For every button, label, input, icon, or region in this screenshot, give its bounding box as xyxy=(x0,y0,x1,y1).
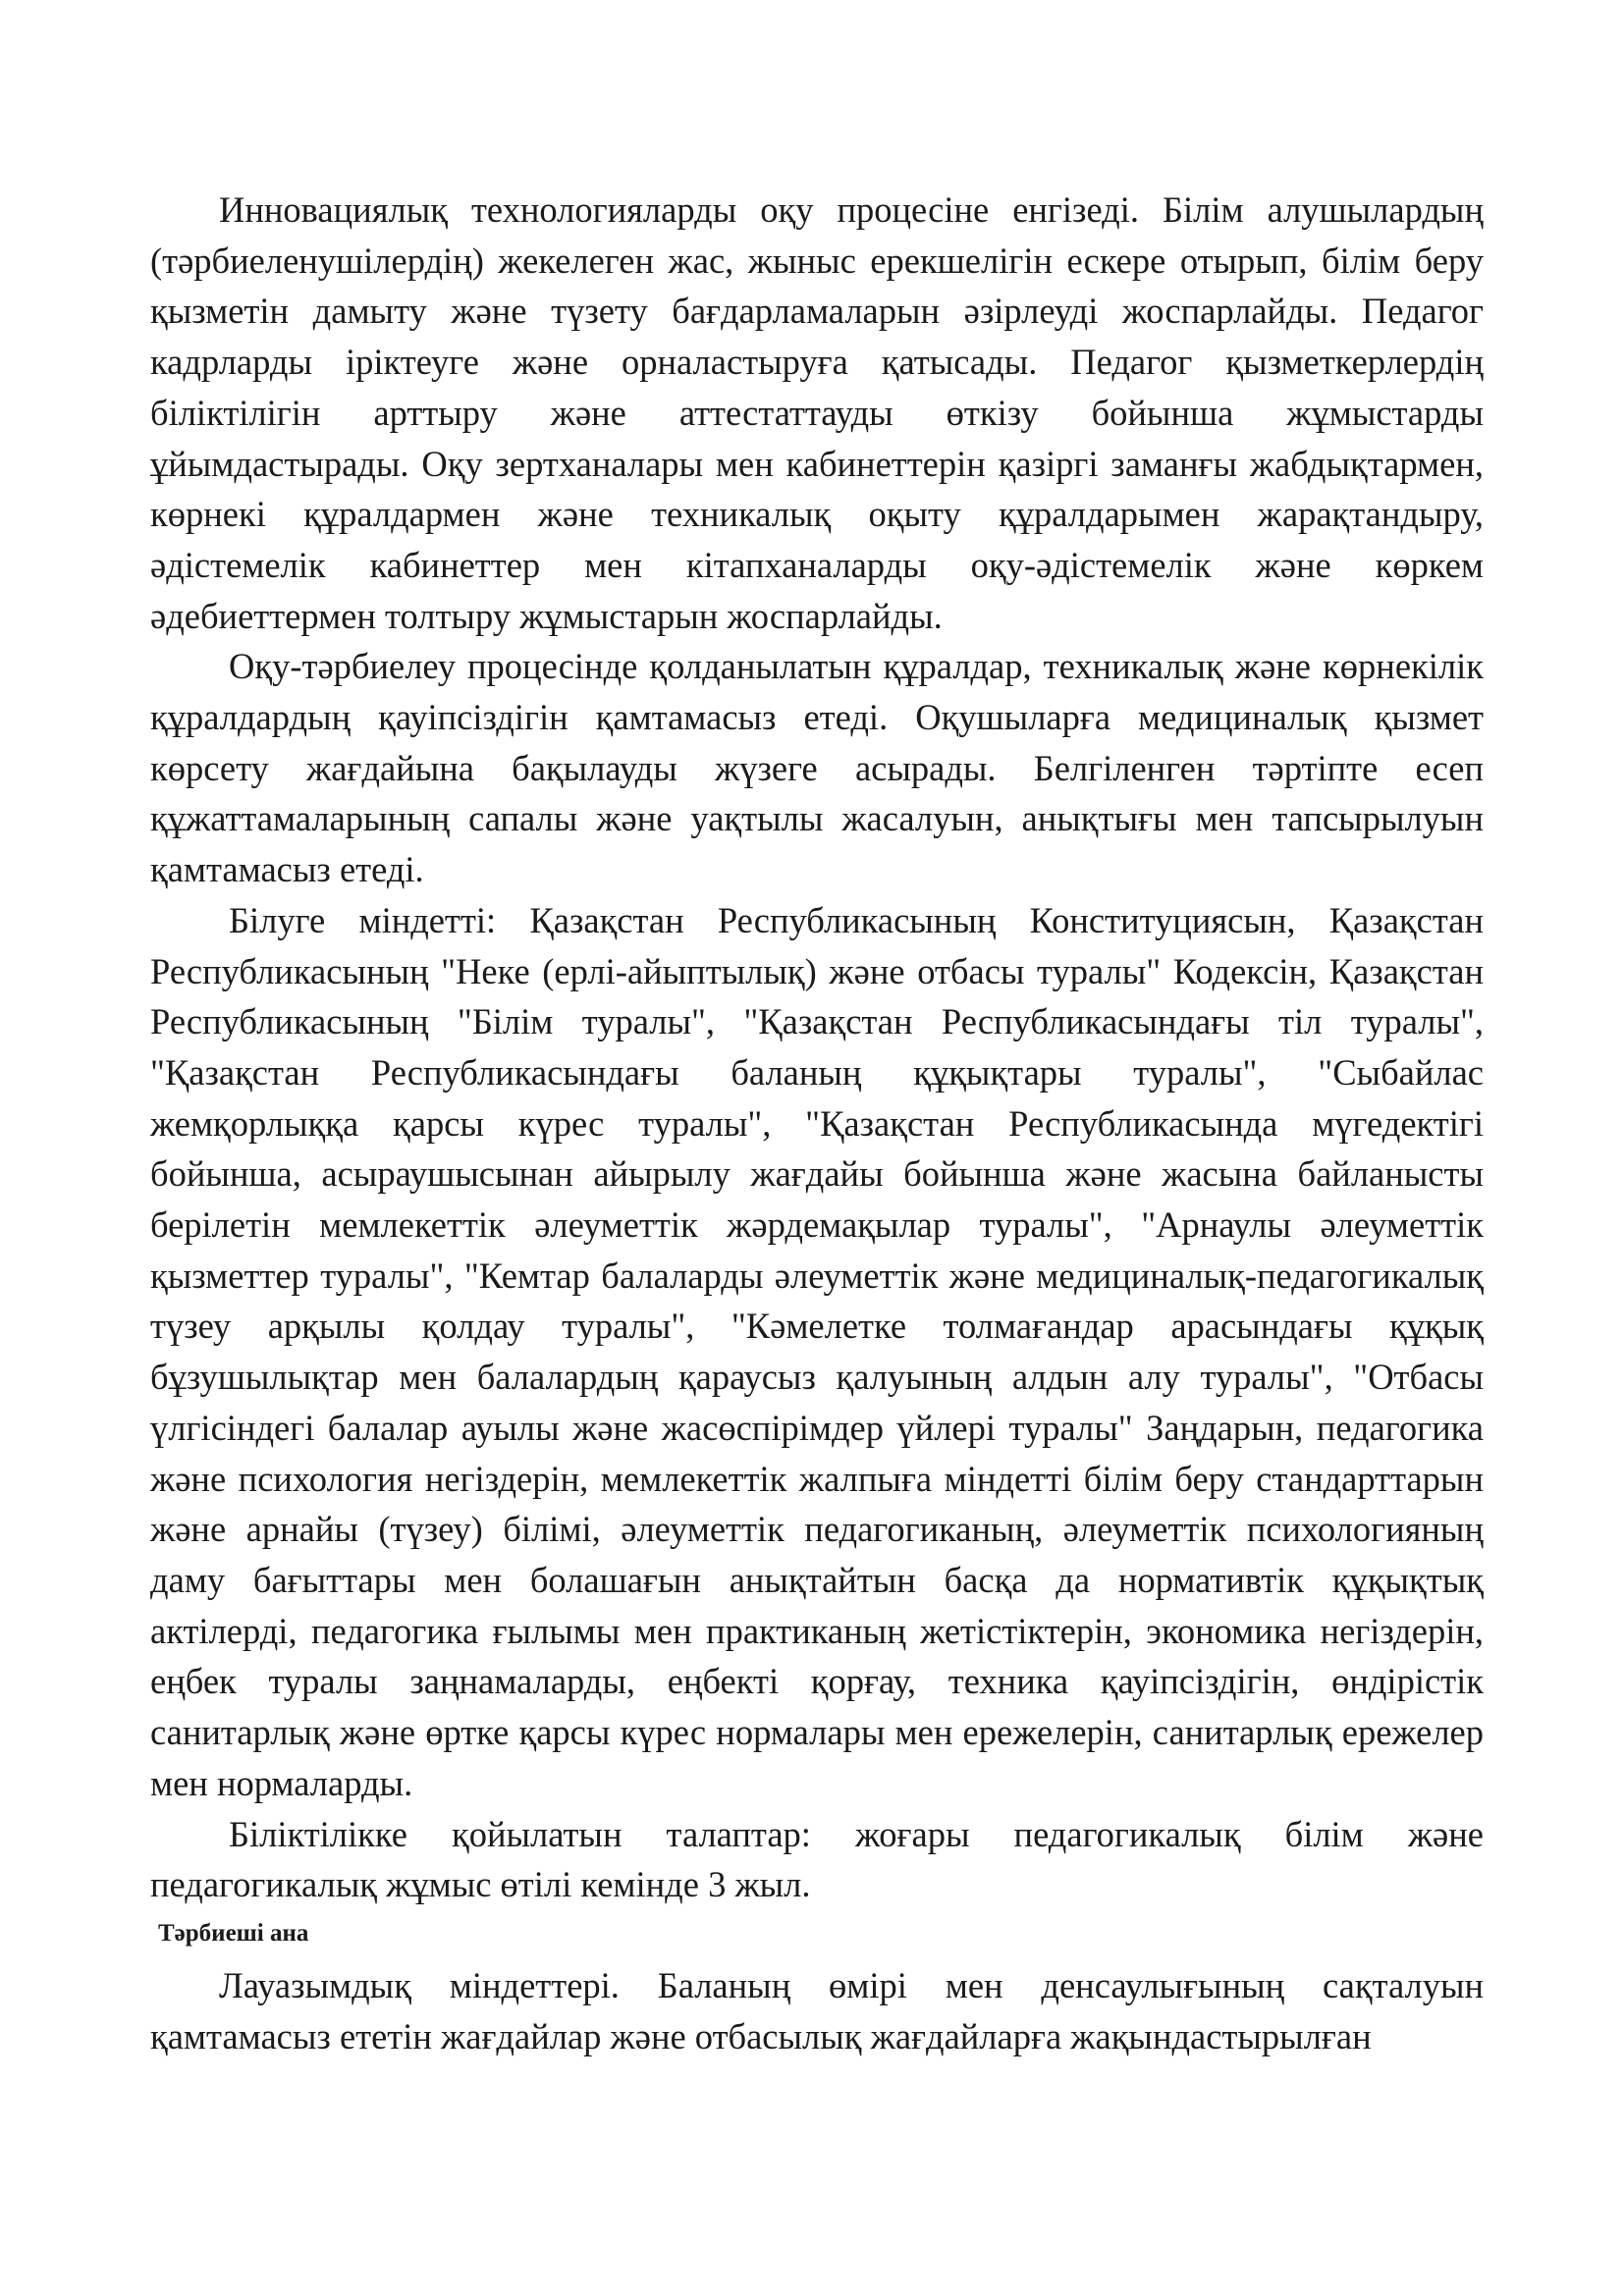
paragraph-qualification: Біліктілікке қойылатын талаптар: жоғары педагогикалық білім және педагогикалық жұмыс өтілі кемінде 3 жыл. xyxy=(150,1813,1484,1905)
paragraph-innovation: Инновациялық технологияларды оқу процесіне енгізеді. Білім алушылардың (тәрбиеленушілердің) жекелеген жас, жыныс ерекшелігін ескере отырып, білім беру қызметін дамыту және түзету бағдарламаларын әзірлеуді жоспарлайды. Педагог кадрларды іріктеуге және орналастыруға қатысады. Педагог қызметкерлердің біліктілігін арттыру және аттестаттауды өткізу бойынша жұмыстарды ұйымдастырады. Оқу зертханалары мен кабинеттерін қазіргі заманғы жабдықтармен, көрнекі құралдармен және техникалық оқыту құралдарымен жарақтандыру, әдістемелік кабинеттер мен кітапханаларды оқу-әдістемелік және көркем әдебиеттермен толтыру жұмыстарын жоспарлайды. xyxy=(150,189,1484,636)
paragraph-must-know: Білуге міндетті: Қазақстан Республикасының Конституциясын, Қазақстан Республикасының "Неке (ерлі-айыптылық) және отбасы туралы" Кодексін, Қазақстан Республикасының "Білім туралы", "Қазақстан Республикасындағы тіл туралы", "Қазақстан Республикасындағы баланың құқықтары туралы", "Сыбайлас жемқорлыққа қарсы күрес туралы", "Қазақстан Республикасында мүгедектігі бойынша, асыраушысынан айырылу жағдайы бойынша және жасына байланысты берілетін мемлекеттік әлеуметтік жәрдемақылар туралы", "Арнаулы әлеуметтік қызметтер туралы", "Кемтар балаларды әлеуметтік және медициналық-педагогикалық түзеу арқылы қолдау туралы", "Кәмелетке толмағандар арасындағы құқық бұзушылықтар мен балалардың қараусыз қалуының алдын алу туралы", "Отбасы үлгісіндегі балалар ауылы және жасөспірімдер үйлері туралы" Заңдарын, педагогика және психология негіздерін, мемлекеттік жалпыға міндетті білім беру стандарттарын және арнайы (түзеу) білімі, әлеуметтік педагогиканың, әлеуметтік психологияның даму бағыттары мен болашағын анықтайтын басқа да нормативтік құқықтық актілерді, педагогика ғылымы мен практиканың жетістіктерін, экономика негіздерін, еңбек туралы заңнамаларды, еңбекті қорғау, техника қауіпсіздігін, өндірістік санитарлық және өртке қарсы күрес нормалары мен ережелерін, санитарлық ережелер мен нормаларды. xyxy=(150,899,1484,1803)
section-heading: Тәрбиеші ана xyxy=(158,1919,309,1947)
document-body xyxy=(150,185,1484,2061)
paragraph-duties: Лауазымдық міндеттері. Баланың өмірі мен денсаулығының сақталуын қамтамасыз ететін жағдайлар және отбасылық жағдайларға жақындастырылған xyxy=(150,1964,1484,2056)
paragraph-safety: Оқу-тәрбиелеу процесінде қолданылатын құралдар, техникалық және көрнекілік құралдардың қауіпсіздігін қамтамасыз етеді. Оқушыларға медициналық қызмет көрсету жағдайына бақылауды жүзеге асырады. Белгіленген тәртіпте есеп құжаттамаларының сапалы және уақтылы жасалуын, анықтығы мен тапсырылуын қамтамасыз етеді. xyxy=(150,646,1484,890)
